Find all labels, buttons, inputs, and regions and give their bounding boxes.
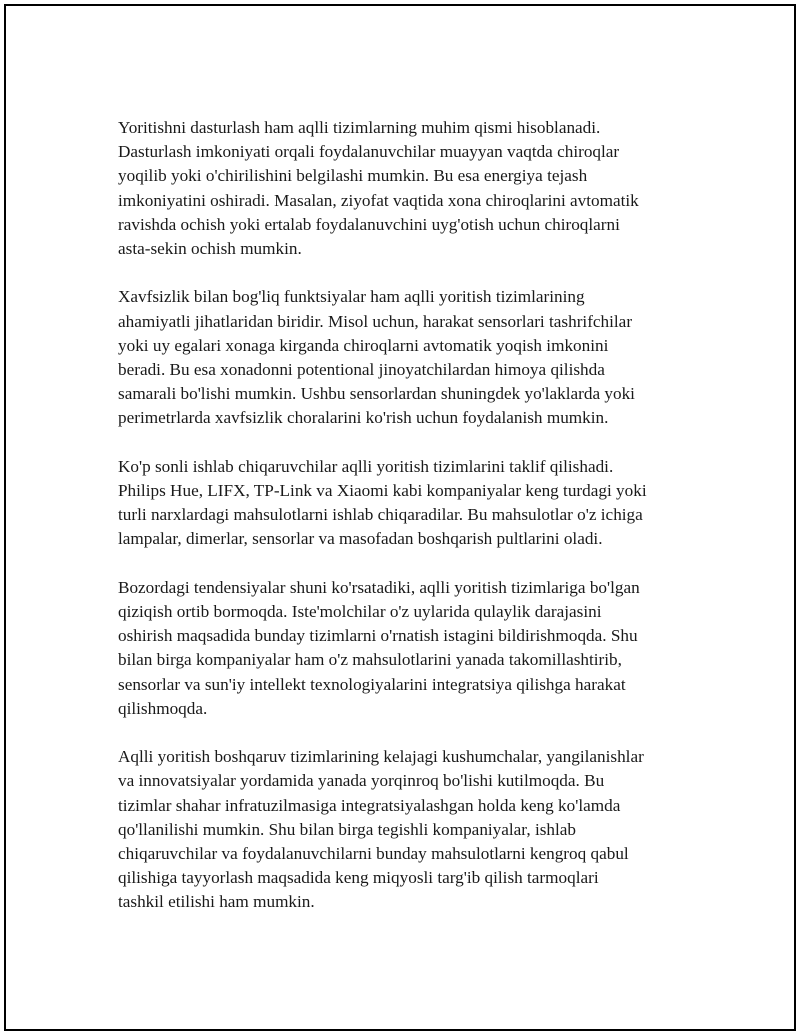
text-line: ravishda ochish yoki ertalab foydalanuvchini uyg'otish uchun chiroqlarni <box>118 214 620 234</box>
text-line: perimetrlarda xavfsizlik choralarini ko'rish uchun foydalanish mumkin. <box>118 408 609 428</box>
text-line: oshirish maqsadida bunday tizimlarni o'rnatish istagini bildirishmoqda. Shu <box>118 626 638 646</box>
text-line: imkoniyatini oshiradi. Masalan, ziyofat vaqtida xona chiroqlarini avtomatik <box>118 190 639 210</box>
text-line: yoki uy egalari xonaga kirganda chiroqlarni avtomatik yoqish imkonini <box>118 335 609 355</box>
paragraph-security-features <box>118 285 698 430</box>
text-line: Aqlli yoritish boshqaruv tizimlarining kelajagi kushumchalar, yangilanishlar <box>118 747 644 767</box>
text-line: samarali bo'lishi mumkin. Ushbu sensorlardan shuningdek yo'laklarda yoki <box>118 384 635 404</box>
text-line: Philips Hue, LIFX, TP-Link va Xiaomi kabi kompaniyalar keng turdagi yoki <box>118 481 647 501</box>
paragraph-manufacturers <box>118 455 698 552</box>
text-line: turli narxlardagi mahsulotlarni ishlab chiqaradilar. Bu mahsulotlar o'z ichiga <box>118 505 643 525</box>
text-line: sensorlar va sun'iy intellekt texnologiyalarini integratsiya qilishga harakat <box>118 674 626 694</box>
text-line: yoqilib yoki o'chirilishini belgilashi mumkin. Bu esa energiya tejash <box>118 166 588 186</box>
text-line: asta-sekin ochish mumkin. <box>118 239 302 259</box>
text-line: bilan birga kompaniyalar ham o'z mahsulotlarini yanada takomillashtirib, <box>118 650 622 670</box>
text-line: Dasturlash imkoniyati orqali foydalanuvchilar muayyan vaqtda chiroqlar <box>118 142 620 162</box>
text-line: qiziqish ortib bormoqda. Iste'molchilar o'z uylarida qulaylik darajasini <box>118 602 602 622</box>
text-line: ahamiyatli jihatlaridan biridir. Misol uchun, harakat sensorlari tashrifchilar <box>118 311 633 331</box>
text-line: chiqaruvchilar va foydalanuvchilarni bunday mahsulotlarni kengroq qabul <box>118 844 629 864</box>
text-line: beradi. Bu esa xonadonni potentional jinoyatchilardan himoya qilishda <box>118 360 605 380</box>
paragraph-lighting-programming <box>118 116 698 261</box>
text-line: tizimlar shahar infratuzilmasiga integratsiyalashgan holda keng ko'lamda <box>118 795 621 815</box>
text-line: tashkil etilishi ham mumkin. <box>118 892 315 912</box>
paragraph-market-trends <box>118 576 698 721</box>
text-line: lampalar, dimerlar, sensorlar va masofadan boshqarish pultlarini oladi. <box>118 529 603 549</box>
text-line: qilishiga tayyorlash maqsadida keng miqyosli targ'ib qilish tarmoqlari <box>118 868 599 888</box>
text-line: Bozordagi tendensiyalar shuni ko'rsatadiki, aqlli yoritish tizimlariga bo'lgan <box>118 577 640 597</box>
document-body <box>118 116 698 939</box>
paragraph-future-outlook <box>118 745 698 914</box>
text-line: va innovatsiyalar yordamida yanada yorqinroq bo'lishi kutilmoqda. Bu <box>118 771 605 791</box>
text-line: Ko'p sonli ishlab chiqaruvchilar aqlli yoritish tizimlarini taklif qilishadi. <box>118 456 614 476</box>
text-line: qo'llanilishi mumkin. Shu bilan birga tegishli kompaniyalar, ishlab <box>118 819 576 839</box>
text-line: Yoritishni dasturlash ham aqlli tizimlarning muhim qismi hisoblanadi. <box>118 118 601 137</box>
text-line: Xavfsizlik bilan bog'liq funktsiyalar ham aqlli yoritish tizimlarining <box>118 287 585 307</box>
text-line: qilishmoqda. <box>118 698 208 718</box>
